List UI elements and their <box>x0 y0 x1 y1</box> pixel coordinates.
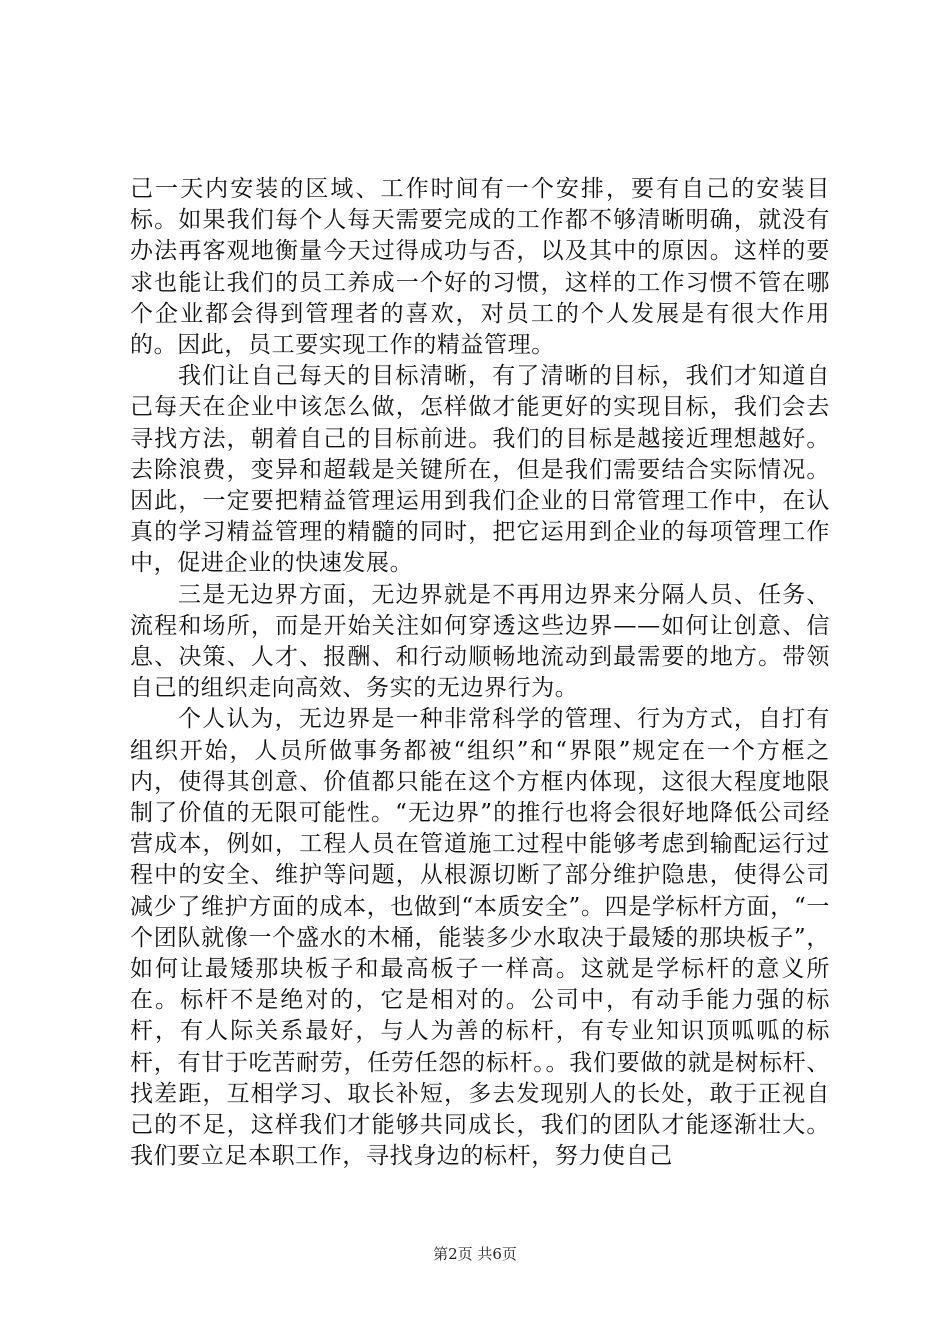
paragraph-4: 个人认为，无边界是一种非常科学的管理、行为方式，自打有组织开始，人员所做事务都被“组织”和“界限”规定在一个方框之内，使得其创意、价值都只能在这个方框内体现，这很大程度地限制了价值的无限可能性。“无边界”的推行也将会很好地降低公司经营成本，例如，工程人员在管道施工过程中能够考虑到输配运行过程中的安全、维护等问题，从根源切断了部分维护隐患，使得公司减少了维护方面的成本，也做到“本质安全”。四是学标杆方面，“一个团队就像一个盛水的木桶，能装多少水取决于最矮的那块板子”，如何让最矮那块板子和最高板子一样高。这就是学标杆的意义所在。标杆不是绝对的，它是相对的。公司中，有动手能力强的标杆，有人际关系最好，与人为善的标杆，有专业知识顶呱呱的标杆，有甘于吃苦耐劳，任劳任怨的标杆。。我们要做的就是树标杆、找差距，互相学习、取长补短，多去发现别人的长处，敢于正视自己的不足，这样我们才能够共同成长，我们的团队才能逐渐壮大。我们要立足本职工作，寻找身边的标杆，努力使自己 <box>130 706 830 1170</box>
page-number-footer: 第2页 共6页 <box>433 1245 517 1263</box>
document-body <box>130 174 830 1173</box>
paragraph-2: 我们让自己每天的目标清晰，有了清晰的目标，我们才知道自己每天在企业中该怎么做，怎样做才能更好的实现目标，我们会去寻找方法，朝着自己的目标前进。我们的目标是越接近理想越好。去除浪费，变异和超载是关键所在，但是我们需要结合实际情况。因此，一定要把精益管理运用到我们企业的日常管理工作中，在认真的学习精益管理的精髓的同时，把它运用到企业的每项管理工作中，促进企业的快速发展。 <box>130 363 830 577</box>
paragraph-3: 三是无边界方面，无边界就是不再用边界来分隔人员、任务、流程和场所，而是开始关注如何穿透这些边界——如何让创意、信息、决策、人才、报酬、和行动顺畅地流动到最需要的地方。带领自己的组织走向高效、务实的无边界行为。 <box>130 581 830 702</box>
paragraph-1: 己一天内安装的区域、工作时间有一个安排，要有自己的安装目标。如果我们每个人每天需要完成的工作都不够清晰明确，就没有办法再客观地衡量今天过得成功与否，以及其中的原因。这样的要求也能让我们的员工养成一个好的习惯，这样的工作习惯不管在哪个企业都会得到管理者的喜欢，对员工的个人发展是有很大作用的。因此，员工要实现工作的精益管理。 <box>130 176 830 359</box>
